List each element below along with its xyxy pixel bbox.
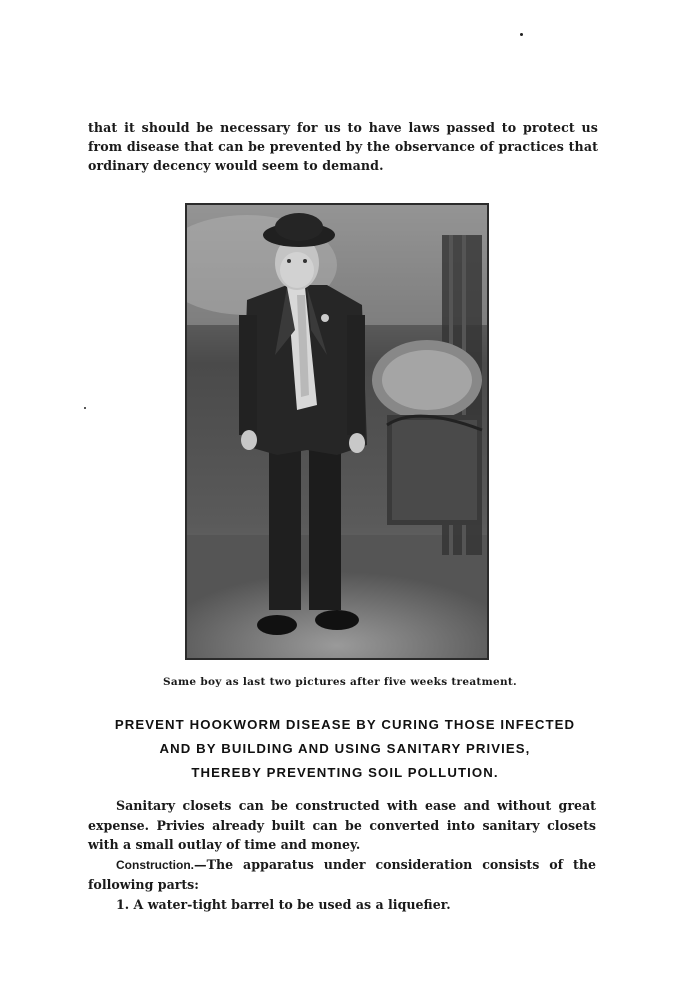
construction-paragraph: [88, 855, 596, 895]
photograph: [185, 203, 489, 660]
list-item: [88, 895, 596, 915]
item-number: 1.: [116, 896, 130, 912]
item-text: A water-tight barrel to be used as a liquefier.: [133, 896, 451, 912]
heading-line: PREVENT HOOKWORM DISEASE BY CURING THOSE INFECTED: [114, 717, 576, 732]
scan-speck: [520, 33, 523, 36]
paragraph: Sanitary closets can be constructed with ease and without great expense. Privies already built can be converted into sanitary closets with a small outlay of time and money.: [88, 798, 596, 852]
body-text: [88, 796, 596, 914]
construction-lead: Construction.: [116, 857, 194, 872]
section-heading: [80, 713, 610, 785]
photograph-boy-icon: [187, 205, 487, 658]
construction-text: —The apparatus under consideration consists of the following parts:: [88, 856, 596, 892]
photo-caption: Same boy as last two pictures after five weeks treatment.: [162, 676, 518, 688]
scan-speck: [84, 407, 86, 409]
heading-line: THEREBY PREVENTING SOIL POLLUTION.: [191, 765, 499, 780]
heading-line: AND BY BUILDING AND USING SANITARY PRIVIES,: [159, 741, 531, 756]
intro-paragraph: that it should be necessary for us to have laws passed to protect us from disease that can be prevented by the observance of practices that ordinary decency would seem to demand.: [88, 120, 598, 173]
